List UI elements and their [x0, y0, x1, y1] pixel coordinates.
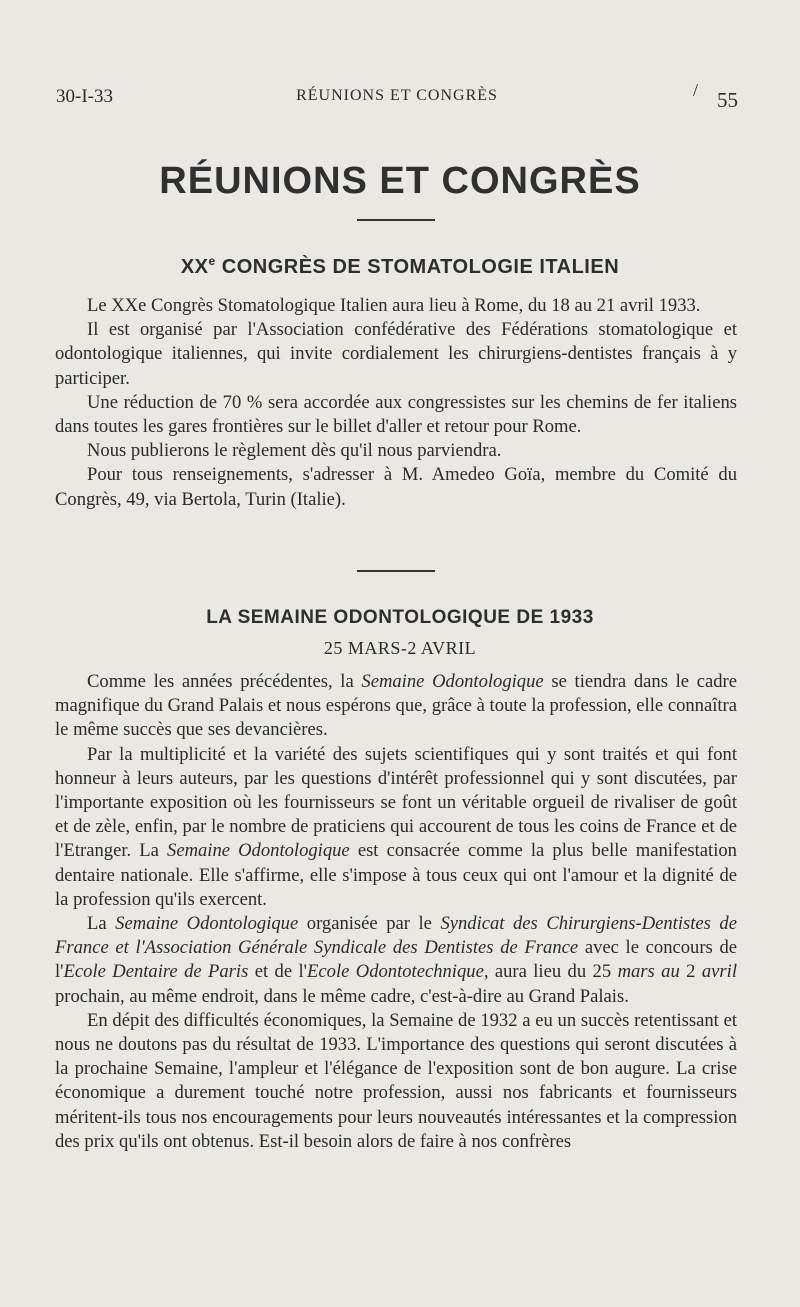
section2-paragraph-4: En dépit des difficultés économiques, la Semaine de 1932 a eu un succès retentissant et nous ne doutons pas du résultat de 1933. L'importance des questions qui seront discutées à la prochaine Semaine, l'ampleur et l'élégance de l'exposition sont de bon augure. La crise économique a durement touché notre profession, aussi nos fabricants et fournisseurs méritent-ils tous nos encouragements pour leurs nouveautés intéressantes et la compression des prix qu'ils ont obtenus. Est-il besoin alors de faire à nos confrères [55, 1009, 737, 1152]
section1-title-post: CONGRÈS DE STOMATOLOGIE ITALIEN [215, 256, 620, 278]
running-header [56, 80, 738, 112]
text: Comme les années précédentes, la [87, 671, 362, 692]
text: organisée par le [298, 913, 441, 935]
text: se tiendra dans le cadre magnifique du Grand Palais et nous espérons que, grâce à toute la profession, elle connaîtra le même succès que ses devancières. [55, 671, 737, 741]
section1-paragraph-1: Le XXe Congrès Stomatologique Italien aura lieu à Rome, du 18 au 21 avril 1933. [87, 295, 701, 316]
italic-text: Semaine Odontologique [361, 671, 544, 692]
section-rule [357, 570, 435, 572]
title-rule [357, 219, 435, 221]
section1-body [55, 294, 737, 512]
italic-text: Ecole Dentaire de Paris [63, 961, 249, 983]
italic-text: Semaine Odontologique [115, 913, 299, 935]
section2-subtitle: 25 MARS-2 AVRIL [323, 638, 477, 658]
section2-title: LA SEMAINE ODONTOLOGIQUE DE 1933 [206, 607, 594, 628]
text: Par la multiplicité et la variété des sujets scientifiques qui y sont traités et qui font honneur à leurs auteurs, par les questions d'intérêt professionnel qui y sont discutées, par l'importante exposition où les fournisseurs se font un véritable orgueil de rivaliser de goût et de zèle, enfin, par le nombre de praticiens qui accourent de tous les coins de France et de l'Etranger. La [55, 743, 737, 862]
section1-paragraph-4: Nous publierons le règlement dès qu'il nous parviendra. [87, 440, 502, 462]
section1-paragraph-5: Pour tous renseignements, s'adresser à M. Amedeo Goïa, membre du Comité du Congrès, 49, via Bertola, Turin (Italie). [55, 464, 737, 510]
italic-text: mars au [617, 961, 680, 983]
section1-title [0, 254, 800, 279]
header-running-title: RÉUNIONS ET CONGRÈS [296, 87, 498, 104]
section2-body [55, 670, 737, 1154]
section1-title-sup: e [208, 254, 216, 268]
section2-paragraph-1 [55, 670, 737, 743]
text: La [87, 913, 116, 935]
italic-text: Syndicat des Chirurgiens-Dentistes de France et l'Association Générale Syndicale des Dentistes de France [55, 913, 737, 959]
italic-text: Semaine Odontologique [167, 840, 350, 862]
text: est consacrée comme la plus belle manifestation dentaire nationale. Elle s'affirme, elle s'impose à tous ceux qui ont l'amour et la dignité de la profession qu'ils exercent. [55, 840, 737, 910]
section1-paragraph-3: Une réduction de 70 % sera accordée aux congressistes sur les chemins de fer italiens dans toutes les gares frontières sur le billet d'aller et retour pour Rome. [55, 391, 737, 438]
text: 2 [679, 961, 702, 983]
section2-paragraph-2 [55, 743, 737, 912]
text: prochain, au même endroit, dans le même cadre, c'est-à-dire au Grand Palais. [55, 985, 629, 1007]
section2-paragraph-3 [55, 912, 737, 1009]
page-number: 55 [717, 88, 738, 112]
header-mark: / [692, 80, 698, 100]
italic-text: Ecole Odontotechnique, [307, 961, 489, 983]
italic-text: avril [701, 961, 737, 983]
text: et de l' [248, 961, 308, 983]
text: avec le concours de l' [55, 937, 737, 983]
section1-title-pre: XX [180, 256, 209, 278]
header-date: 30-I-33 [56, 86, 113, 107]
section1-paragraph-2: Il est organisé par l'Association confédérative des Fédérations stomatologique et odontologique italiennes, qui invite cordialement les chirurgiens-dentistes français à y participer. [55, 319, 737, 389]
page-title: RÉUNIONS ET CONGRÈS [159, 160, 641, 202]
text: aura lieu du 25 [488, 961, 618, 983]
